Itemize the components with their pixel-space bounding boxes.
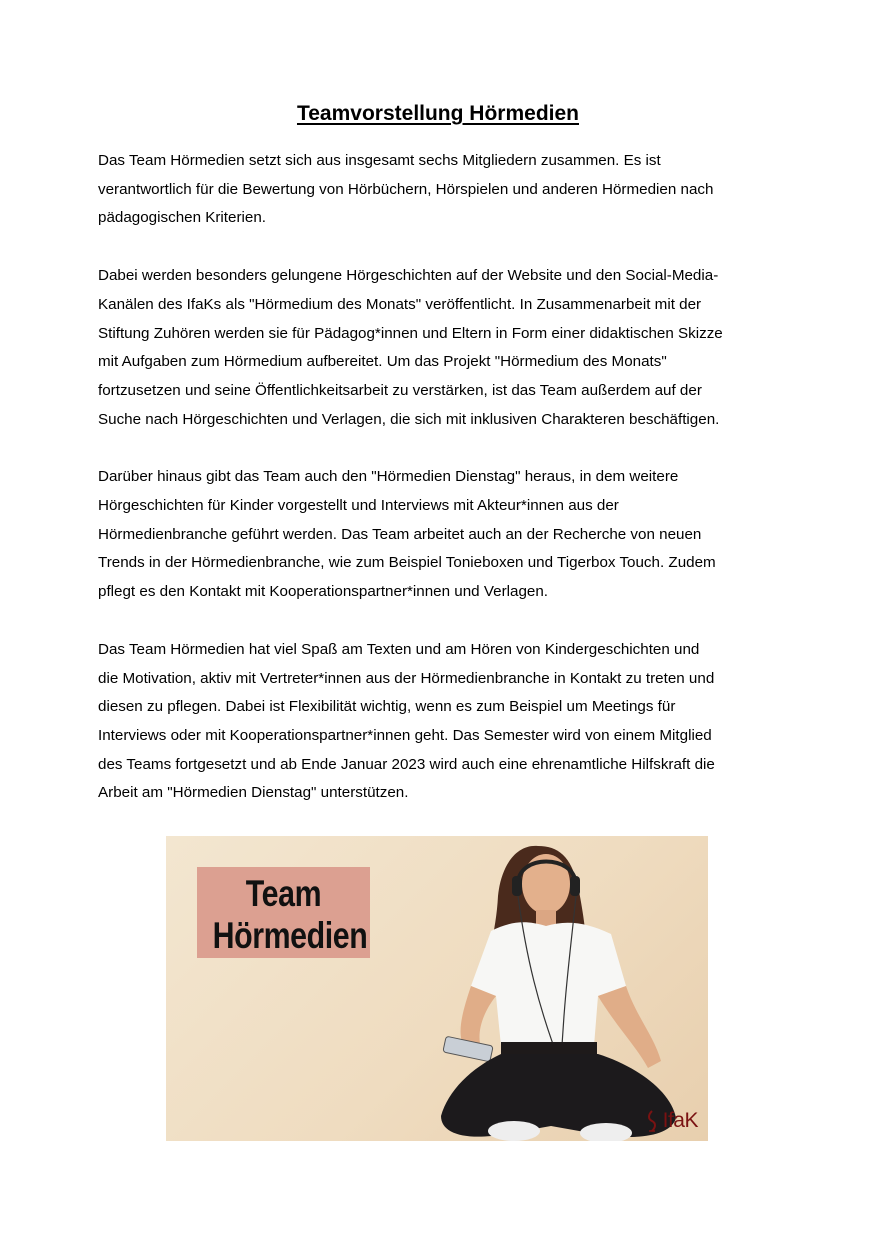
- badge-line-team: Team: [245, 873, 322, 914]
- body-text: [98, 147, 788, 837]
- paragraph: Darüber hinaus gibt das Team auch den "Hörmedien Dienstag" heraus, in dem weitere Hörgeschichten für Kinder vorgestellt und Interviews mit Akteur*innen aus der Hörmedienbranche geführt werden. Das Team arbeitet auch an der Recherche von neuen Trends in der Hörmedienbranche, wie zum Beispiel Tonieboxen und Tigerbox Touch. Zudem pflegt es den Kontakt mit Kooperationspartner*innen und Verlagen.: [98, 468, 716, 601]
- paragraph: Das Team Hörmedien setzt sich aus insgesamt sechs Mitgliedern zusammen. Es ist verantwortlich für die Bewertung von Hörbüchern, Hörspielen und anderen Hörmedien nach pädagogischen Kriterien.: [98, 152, 714, 227]
- page-title: Teamvorstellung Hörmedien: [296, 102, 579, 125]
- ifak-logo-text: IfaK: [662, 1109, 698, 1132]
- paragraph: Dabei werden besonders gelungene Hörgeschichten auf der Website und den Social-Media- Kanälen des IfaKs als "Hörmedium des Monats" veröffentlicht. In Zusammenarbeit mit der Stiftung Zuhören werden sie für Pädagog*innen und Eltern in Form einer didaktischen Skizze mit Aufgaben zum Hörmedium aufbereitet. Um das Projekt "Hörmedium des Monats" fortzusetzen und seine Öffentlichkeitsarbeit zu verstärken, ist das Team außerdem auf der Suche nach Hörgeschichten und Verlagen, die sich mit inklusiven Charakteren beschäftigen.: [98, 267, 723, 428]
- ifak-logo: [646, 1109, 698, 1133]
- team-banner-image: [166, 836, 708, 1141]
- paragraph: Das Team Hörmedien hat viel Spaß am Texten und am Hören von Kindergeschichten und die Motivation, aktiv mit Vertreter*innen aus der Hörmedienbranche in Kontakt zu treten und diesen zu pflegen. Dabei ist Flexibilität wichtig, wenn es zum Beispiel um Meetings für Interviews oder mit Kooperationspartner*innen geht. Das Semester wird von einem Mitglied des Teams fortgesetzt und ab Ende Januar 2023 wird auch eine ehrenamtliche Hilfskraft die Arbeit am "Hörmedien Dienstag" unterstützen.: [98, 640, 715, 802]
- ifak-logo-icon: [646, 1109, 658, 1133]
- team-badge: [197, 867, 370, 958]
- badge-line-hoermedien: Hörmedien: [212, 915, 368, 956]
